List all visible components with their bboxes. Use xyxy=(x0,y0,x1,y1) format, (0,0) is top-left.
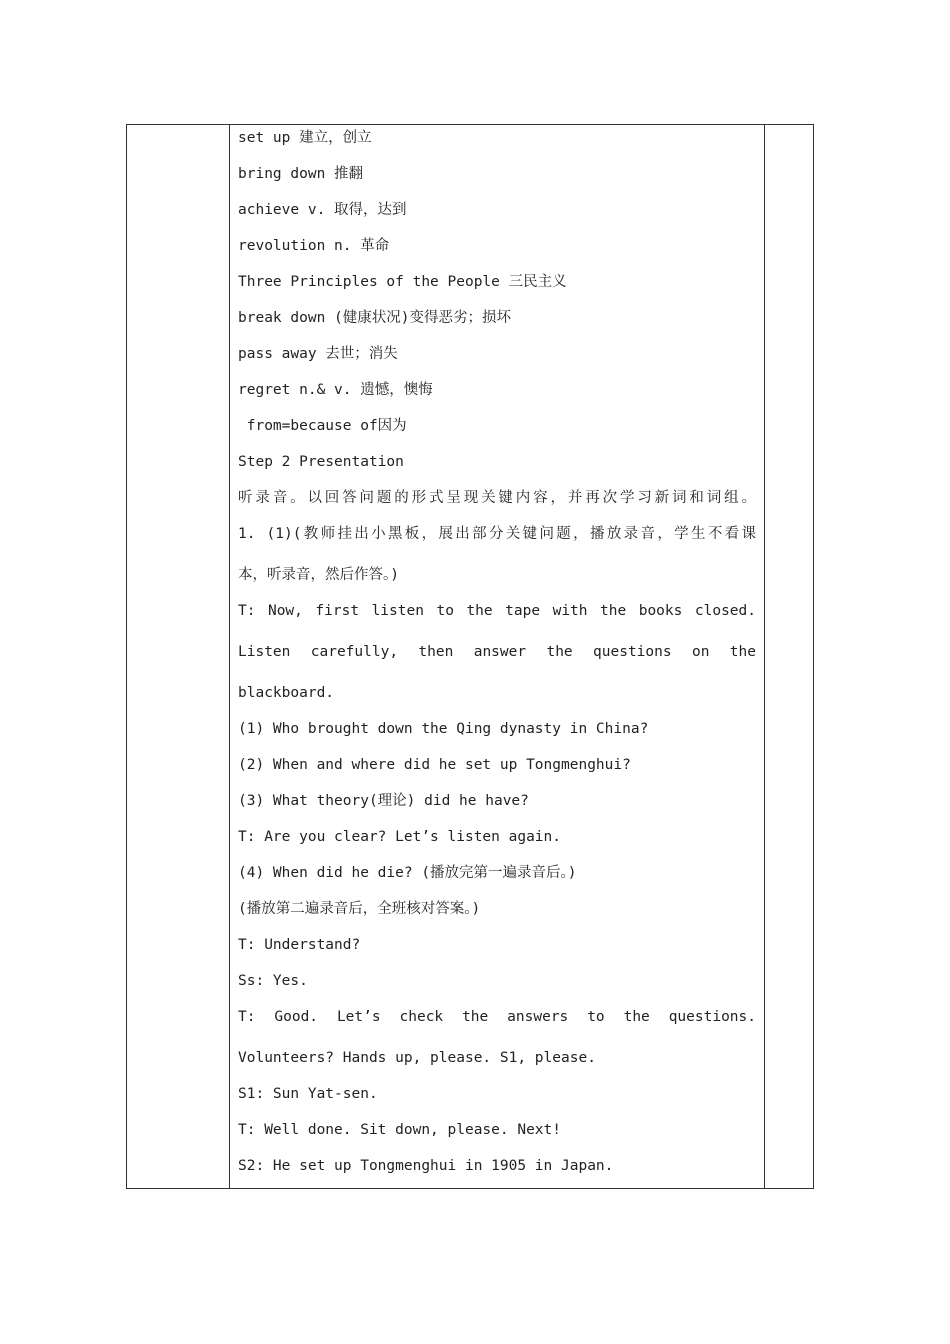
instruction-line: 本，听录音，然后作答。) xyxy=(238,567,399,583)
dialogue-line: T: Now, first listen to the tape with the books closed. xyxy=(238,603,756,619)
dialogue-line: S1: Sun Yat-sen. xyxy=(238,1086,378,1102)
question-line: (3) What theory(理论) did he have? xyxy=(238,793,529,809)
vocab-line: Three Principles of the People 三民主义 xyxy=(238,274,567,290)
dialogue-line: T: Good. Let’s check the answers to the questions. xyxy=(238,1009,756,1025)
instruction-line: (播放第二遍录音后，全班核对答案。) xyxy=(238,901,481,917)
instruction-line: 1. (1)(教师挂出小黑板，展出部分关键问题，播放录音，学生不看课 xyxy=(238,526,756,542)
question-line: (1) Who brought down the Qing dynasty in China? xyxy=(238,721,649,737)
vocab-line: set up 建立，创立 xyxy=(238,130,372,146)
dialogue-line: T: Well done. Sit down, please. Next! xyxy=(238,1122,562,1138)
instruction-line: 听录音。以回答问题的形式呈现关键内容，并再次学习新词和词组。 xyxy=(238,490,756,506)
dialogue-line: Ss: Yes. xyxy=(238,973,308,989)
question-line: (4) When did he die? (播放完第一遍录音后。) xyxy=(238,865,577,881)
dialogue-line: Listen carefully, then answer the questions on the xyxy=(238,644,756,660)
vocab-line: revolution n. 革命 xyxy=(238,238,390,254)
vocab-line: bring down 推翻 xyxy=(238,166,364,182)
vocab-line: from=because of因为 xyxy=(238,418,407,434)
lesson-table xyxy=(126,124,814,1189)
vocab-line: achieve v. 取得，达到 xyxy=(238,202,407,218)
dialogue-line: Volunteers? Hands up, please. S1, please. xyxy=(238,1050,596,1066)
vocab-line: pass away 去世；消失 xyxy=(238,346,398,362)
column-divider-right xyxy=(764,125,765,1188)
dialogue-line: T: Are you clear? Let’s listen again. xyxy=(238,829,562,845)
vocab-line: break down (健康状况)变得恶劣；损坏 xyxy=(238,310,511,326)
dialogue-line: blackboard. xyxy=(238,685,335,701)
dialogue-line: T: Understand? xyxy=(238,937,361,953)
vocab-line: regret n.& v. 遗憾，懊悔 xyxy=(238,382,433,398)
column-divider-left xyxy=(229,125,230,1188)
dialogue-line: S2: He set up Tongmenghui in 1905 in Japan. xyxy=(238,1158,614,1174)
step-heading: Step 2 Presentation xyxy=(238,454,404,470)
question-line: (2) When and where did he set up Tongmenghui? xyxy=(238,757,631,773)
